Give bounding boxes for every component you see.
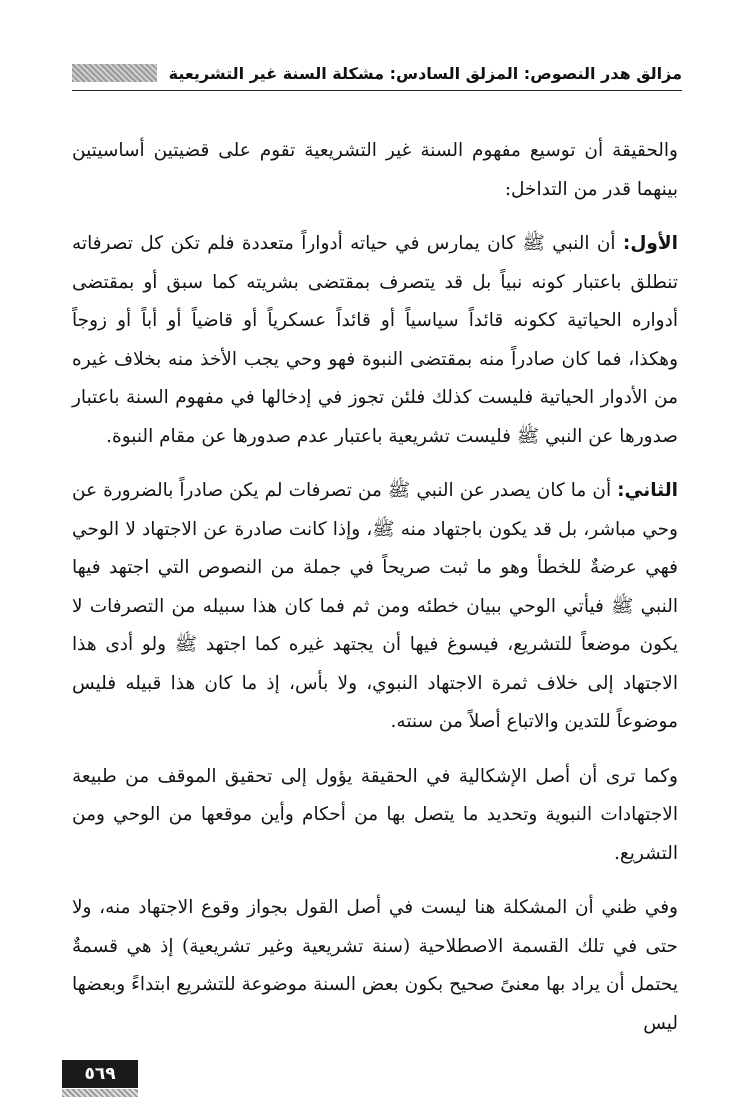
page-number-text: ٥٦٩ [84, 1064, 116, 1084]
paragraph-lead-second: الثاني: [617, 480, 678, 501]
running-header [72, 56, 682, 91]
paragraph-text: أن ما كان يصدر عن النبي ﷺ من تصرفات لم يكن صادراً بالضرورة عن وحي مباشر، بل قد يكون باجتهاد منه ﷺ، وإذا كانت صادرة عن الاجتهاد لا الوحي فهي عرضةٌ للخطأ وهو ما ثبت صريحاً في جملة من النصوص التي اجتهد فيها النبي ﷺ فيأتي الوحي ببيان خطئه ومن ثم فما كان هذا سبيله من التصرفات لا يكون موضعاً للتشريع، فيسوغ فيها أن يجتهد غيره كما اجتهد ﷺ ولو أدى هذا الاجتهاد إلى خلاف ثمرة الاجتهاد النبوي، ولا بأس، إذ ما كان هذا قبيله فليس موضوعاً للتدين والاتباع أصلاً من سنته. [72, 480, 678, 732]
running-header-decorative-bar [72, 64, 157, 82]
paragraph-text: وفي ظني أن المشكلة هنا ليست في أصل القول بجواز وقوع الاجتهاد منه، ولا حتى في تلك القسمة الاصطلاحية (سنة تشريعية وغير تشريعية) إذ هي قسمةٌ يحتمل أن يراد بها معنىً صحيح بكون بعض السنة موضوعة للتشريع ابتداءً وبعضها ليس [72, 897, 678, 1034]
paragraph-second-point [72, 472, 678, 742]
body-text [72, 132, 678, 1059]
paragraph-first-point [72, 225, 678, 456]
paragraph-opinion [72, 889, 678, 1043]
paragraph-observation [72, 758, 678, 874]
page-number-decorative-shade [62, 1089, 138, 1097]
page-number [62, 1060, 138, 1088]
paragraph-lead-first: الأول: [622, 233, 678, 254]
paragraph-text: أن النبي ﷺ كان يمارس في حياته أدواراً متعددة فلم تكن كل تصرفاته تنطلق باعتبار كونه نبياً بل قد يتصرف بمقتضى بشريته كما سبق أو بمقتضى أدواره الحياتية ككونه قائداً سياسياً أو قائداً عسكرياً أو قاضياً أو أباً أو زوجاً وهكذا، فما كان صادراً منه بمقتضى النبوة فهو وحي يجب الأخذ منه بخلاف غيره من الأدوار الحياتية فليست كذلك فلئن تجوز في إدخالها في مفهوم السنة باعتبار صدورها عن النبي ﷺ فليست تشريعية باعتبار عدم صدورها عن مقام النبوة. [72, 233, 678, 447]
running-header-title: مزالق هدر النصوص: المزلق السادس: مشكلة السنة غير التشريعية [168, 63, 682, 83]
paragraph-text: وكما ترى أن أصل الإشكالية في الحقيقة يؤول إلى تحقيق الموقف من طبيعة الاجتهادات النبوية وتحديد ما يتصل بها من أحكام وأين موقعها من الوحي ومن التشريع. [72, 765, 678, 864]
paragraph-text: والحقيقة أن توسيع مفهوم السنة غير التشريعية تقوم على قضيتين أساسيتين بينهما قدر من التداخل: [72, 140, 678, 200]
paragraph-intro [72, 132, 678, 209]
